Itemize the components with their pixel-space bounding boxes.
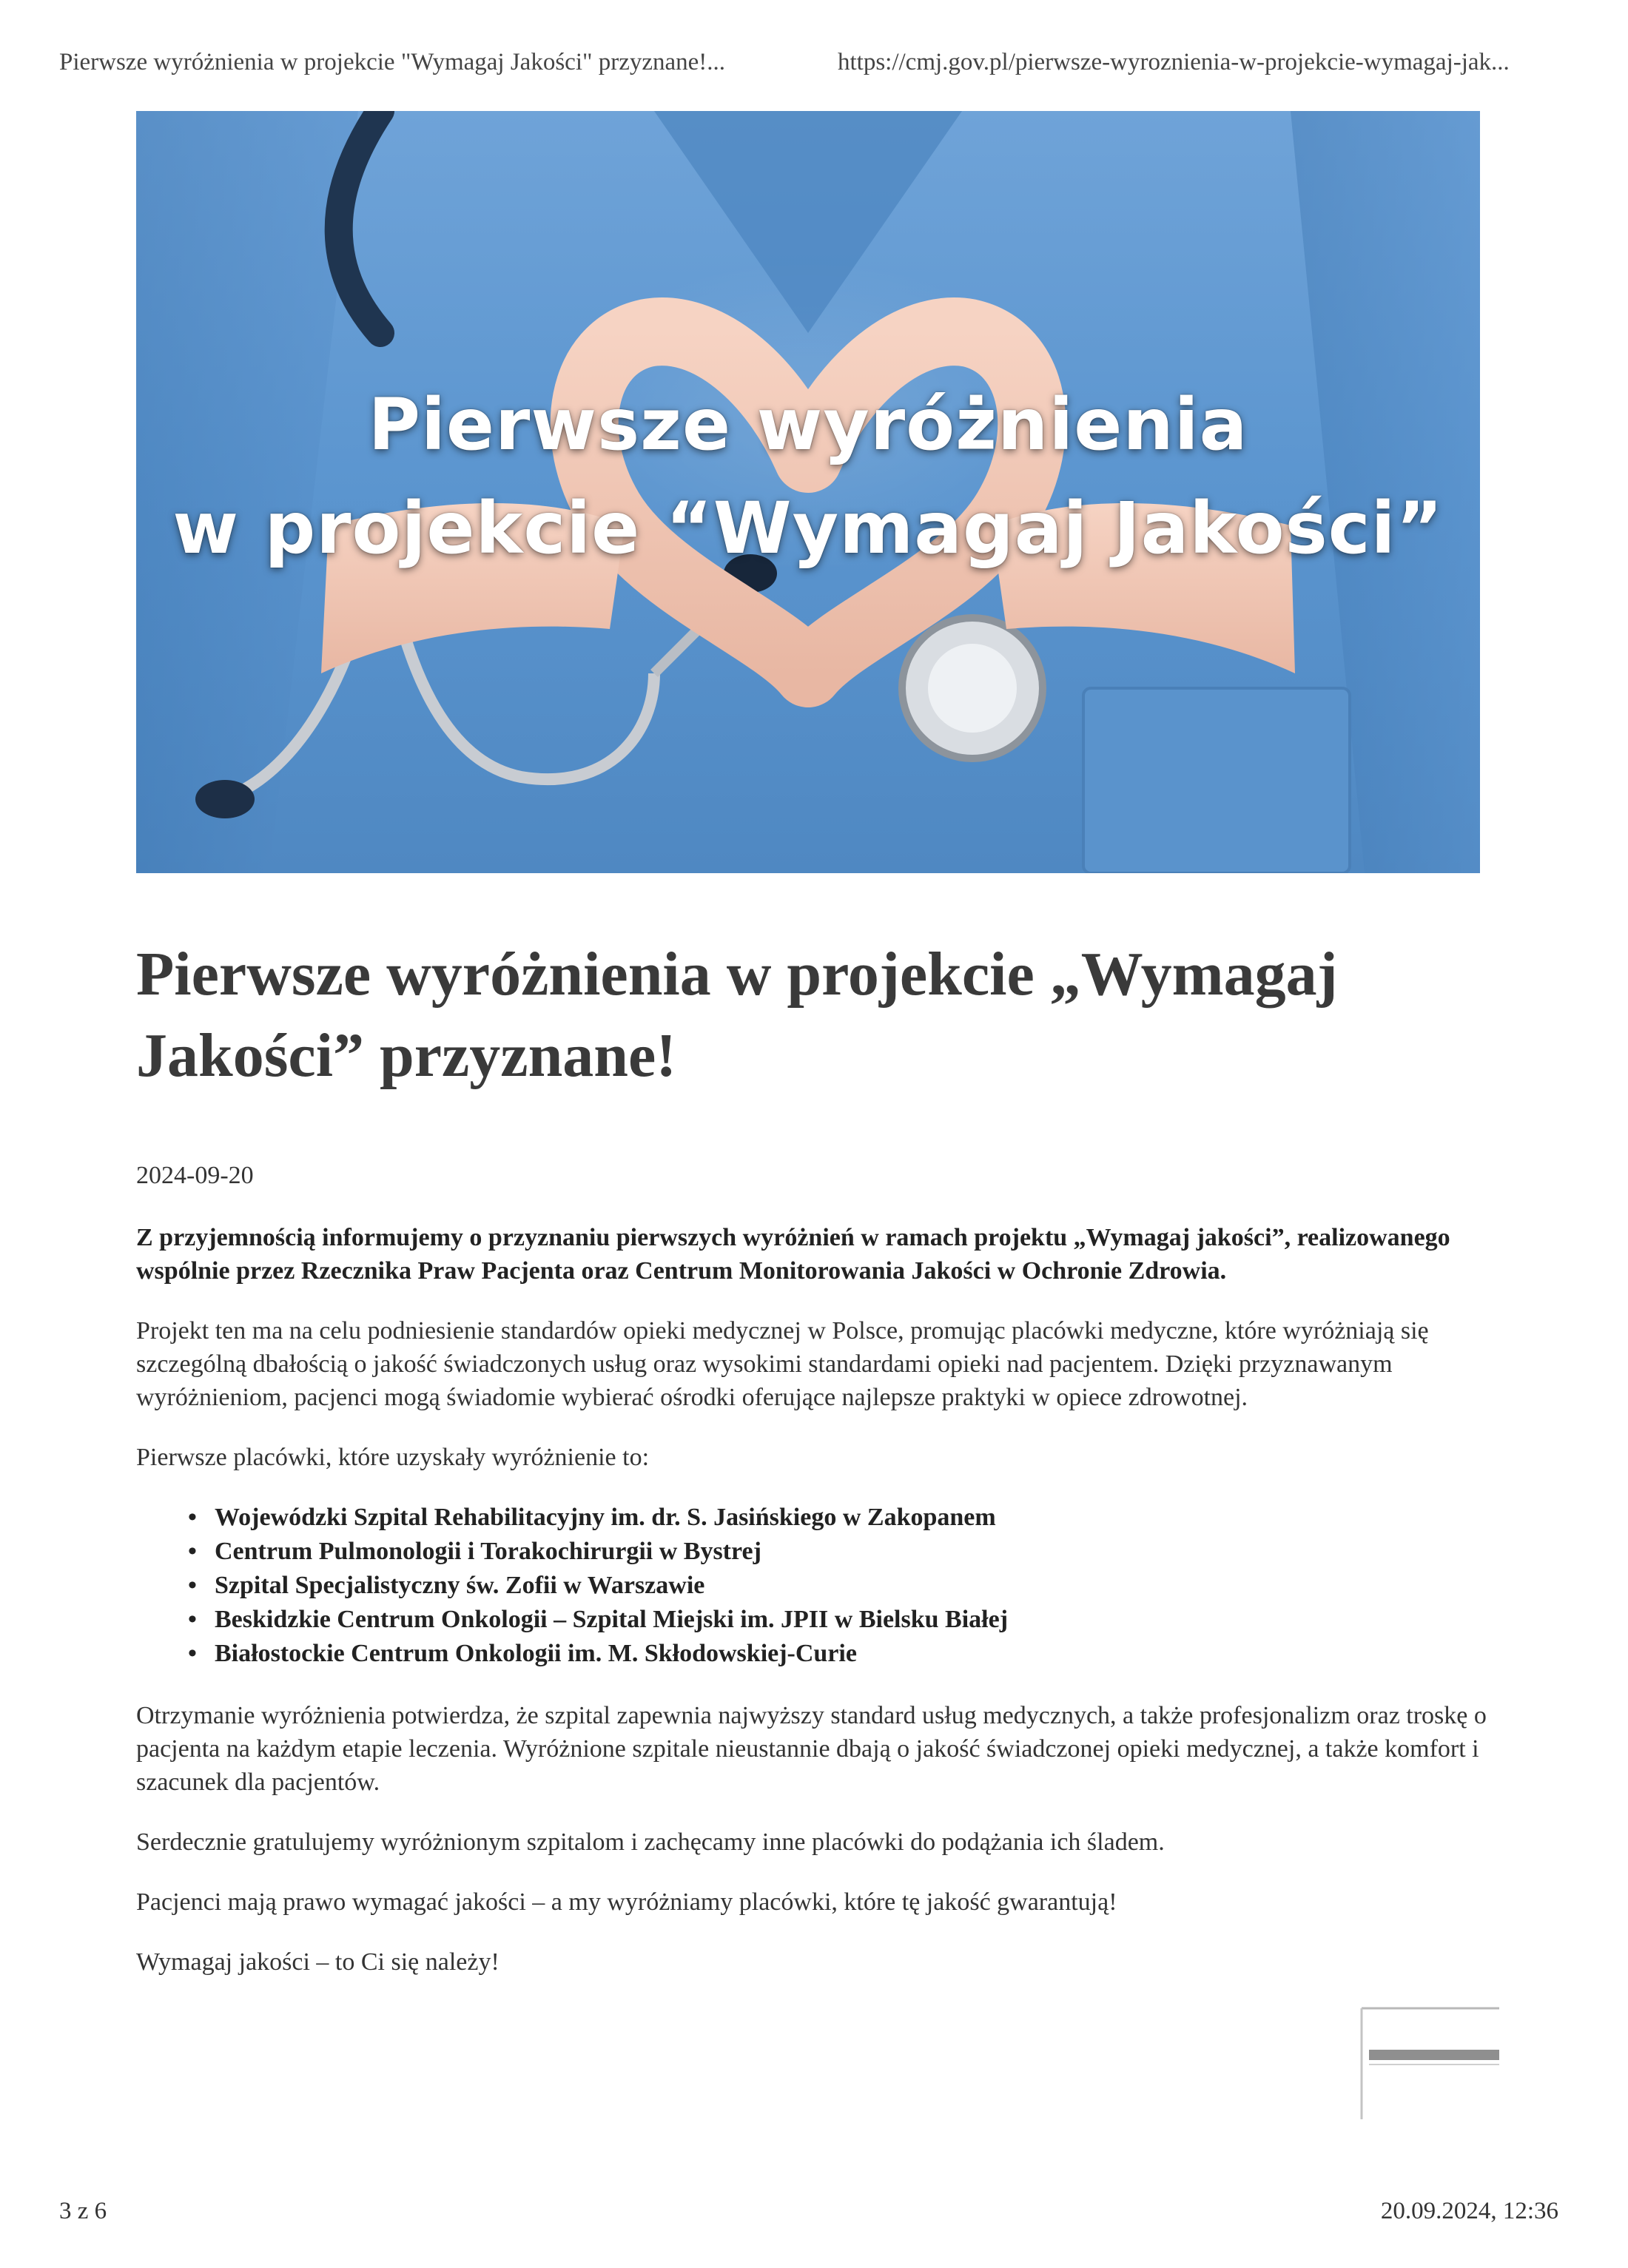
article-title: Pierwsze wyróżnienia w projekcie „Wymagaj Jakości” przyznane! [136, 940, 1338, 1090]
article-date: 2024-09-20 [136, 1162, 254, 1189]
hospital-list [136, 1501, 1490, 1671]
list-item: • Beskidzkie Centrum Onkologii – Szpital Miejski im. JPII w Bielsku Białej [136, 1603, 1490, 1637]
list-item: • Białostockie Centrum Onkologii im. M. Skłodowskiej-Curie [136, 1637, 1490, 1671]
list-item: • Centrum Pulmonologii i Torakochirurgii w Bystrej [136, 1535, 1490, 1569]
article-paragraph: Serdecznie gratulujemy wyróżnionym szpitalom i zachęcamy inne placówki do podążania ich śladem. [136, 1828, 1165, 1856]
article-lead: Z przyjemnością informujemy o przyznaniu pierwszych wyróżnień w ramach projektu „Wymagaj jakości”, realizowanego wspólnie przez Rzecznika Praw Pacjenta oraz Centrum Monitorowania Jakości w Ochronie Zdrowia. [136, 1224, 1450, 1285]
print-header-page-title: Pierwsze wyróżnienia w projekcie "Wymagaj Jakości" przyznane!... [59, 49, 726, 75]
page-counter: 3 z 6 [59, 2198, 107, 2224]
article-paragraph: Wymagaj jakości – to Ci się należy! [136, 1948, 500, 1976]
print-timestamp: 20.09.2024, 12:36 [1380, 2198, 1558, 2224]
print-header-url[interactable]: https://cmj.gov.pl/pierwsze-wyroznienia-w-projekcie-wymagaj-jak... [838, 49, 1510, 75]
scan-mark [1359, 2001, 1499, 2119]
hero-image [136, 111, 1480, 873]
article-paragraph: Otrzymanie wyróżnienia potwierdza, że szpital zapewnia najwyższy standard usług medycznych, a także profesjonalizm oraz troskę o pacjenta na każdym etapie leczenia. Wyróżnione szpitale nieustannie dbają o jakość świadczonej opieki medycznej, a także komfort i szacunek dla pacjentów. [136, 1702, 1487, 1796]
hospital-list-intro: Pierwsze placówki, które uzyskały wyróżnienie to: [136, 1444, 650, 1471]
article-body [136, 1221, 1490, 2005]
article-paragraph: Pacjenci mają prawo wymagać jakości – a my wyróżniamy placówki, które tę jakość gwarantują! [136, 1888, 1117, 1916]
list-item: • Szpital Specjalistyczny św. Zofii w Warszawie [136, 1569, 1490, 1603]
hero-title-line-1: Pierwsze wyróżnienia [368, 383, 1248, 466]
article-paragraph: Projekt ten ma na celu podniesienie standardów opieki medycznej w Polsce, promując placówki medyczne, które wyróżniają się szczególną dbałością o jakość świadczonych usług oraz wysokimi standardami opieki nad pacjentem. Dzięki przyznawanym wyróżnieniom, pacjenci mogą świadomie wybierać ośrodki oferujące najlepsze praktyki w opiece zdrowotnej. [136, 1317, 1429, 1411]
list-item: • Wojewódzki Szpital Rehabilitacyjny im. dr. S. Jasińskiego w Zakopanem [136, 1501, 1490, 1535]
hero-title-line-2: w projekcie “Wymagaj Jakości” [172, 487, 1444, 570]
